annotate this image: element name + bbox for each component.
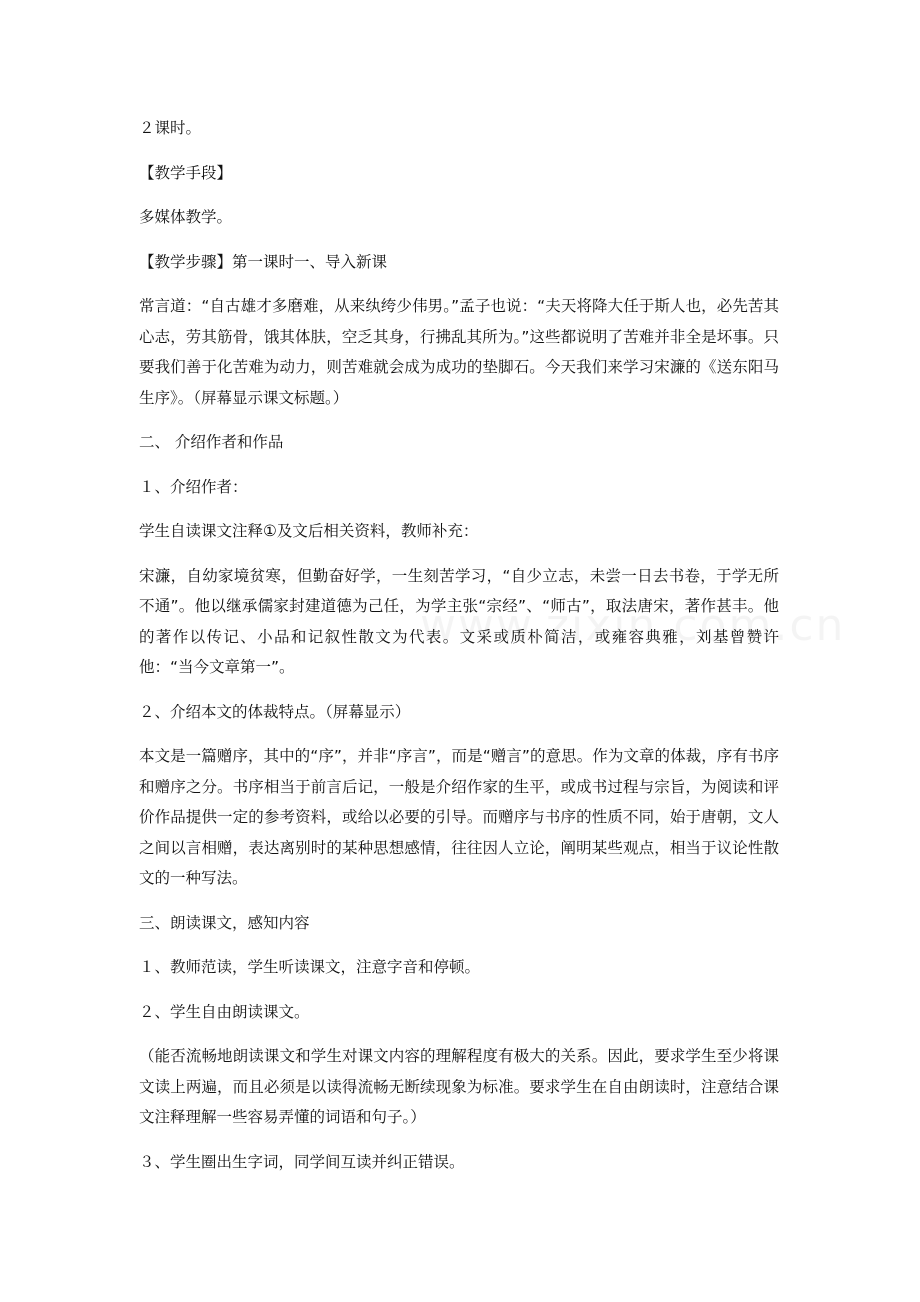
subheading-genre: ２、介绍本文的体裁特点。（屏幕显示） <box>139 702 411 721</box>
document-page <box>139 113 779 1191</box>
section-two-heading: 二、 介绍作者和作品 <box>139 433 284 451</box>
step-two: ２、学生自由朗读课文。 <box>139 1002 310 1021</box>
intro-paragraph: 常言道：“自古雄才多磨难，从来纨绔少伟男。”孟子也说：“夫天将降大任于斯人也，必先苦其心志，劳其筋骨，饿其体肤，空乏其身，行拂乱其所为。”这些都说明了苦难并非全是坏事。只要我们善于化苦难为动力，则苦难就会成为成功的垫脚石。今天我们来学习宋濂的《送东阳马生序》。（屏幕显示课文标题。） <box>139 297 779 407</box>
step-one: １、教师范读，学生听读课文，注意字音和停顿。 <box>139 958 481 976</box>
heading-teaching-means: 【教学手段】 <box>139 163 233 182</box>
section-three-heading: 三、朗读课文，感知内容 <box>139 913 310 932</box>
author-paragraph: 宋濂，自幼家境贫寒，但勤奋好学，一生刻苦学习，“自少立志，未尝一日去书卷，于学无所不通”。他以继承儒家封建道德为己任，为学主张“宗经”、“师古”，取法唐宋，著作甚丰。他的著作以传记、小品和记叙性散文为代表。文采或质朴简洁，或雍容典雅，刘基曾赞许他：“当今文章第一”。 <box>139 566 779 676</box>
genre-paragraph: 本文是一篇赠序，其中的“序”，并非“序言”，而是“赠言”的意思。作为文章的体裁，序有书序和赠序之分。书序相当于前言后记，一般是介绍作家的生平，或成书过程与宗旨，为阅读和评价作品提供一定的参考资料，或给以必要的引导。而赠序与书序的性质不同，始于唐朝，文人之间以言相赠，表达离别时的某种思想感情，往往因人立论，阐明某些观点，相当于议论性散文的一种写法。 <box>139 747 779 887</box>
step-three: ３、学生圈出生字词，同学间互读并纠正错误。 <box>139 1152 465 1171</box>
lesson-hours: ２课时。 <box>139 119 202 137</box>
heading-teaching-steps: 【教学步骤】第一课时一、导入新课 <box>139 252 388 271</box>
author-instruction: 学生自读课文注释①及文后相关资料，教师补充： <box>139 522 479 540</box>
subheading-author: １、介绍作者： <box>139 477 248 496</box>
reading-note-paragraph: （能否流畅地朗读课文和学生对课文内容的理解程度有极大的关系。因此，要求学生至少将课文读上两遍，而且必须是以读得流畅无断续现象为标准。要求学生在自由朗读时，注意结合课文注释理解一些容易弄懂的词语和句子。） <box>139 1047 779 1126</box>
teaching-means-text: 多媒体教学。 <box>139 208 233 226</box>
